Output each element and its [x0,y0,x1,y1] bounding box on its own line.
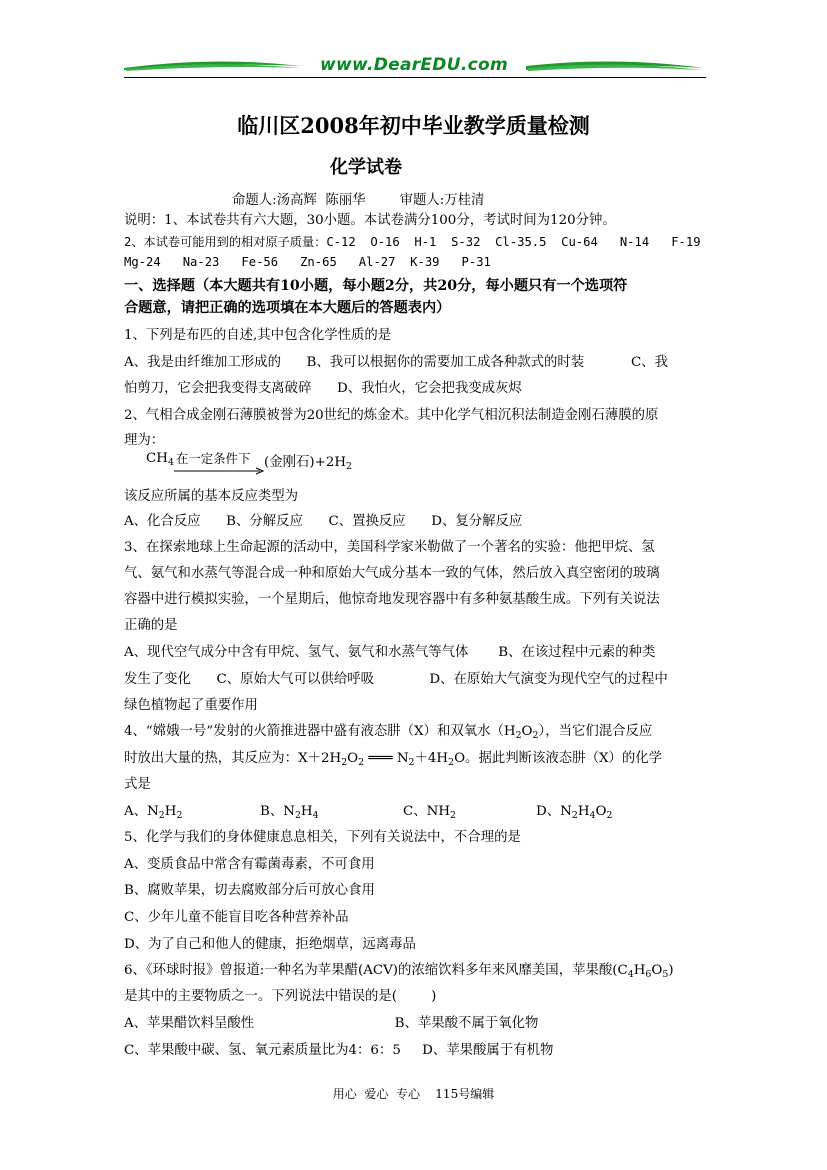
q3-options-3: 绿色植物起了重要作用 [124,698,258,713]
q2-question: 该反应所属的基本反应类型为 [124,489,299,504]
q3-line-2: 气、氨气和水蒸气等混合成一种和原始大气成分基本一致的气体，然后放入真空密闭的玻璃 [124,566,660,581]
q6-line-2: 是其中的主要物质之一。下列说法中错误的是( ) [124,989,437,1004]
note-2: 2、本试卷可能用到的相对原子质量：C-12 O-16 H-1 S-32 Cl-35.5 Cu-64 N-14 F-19 [124,235,701,249]
q3-options-2: 发生了变化 C、原始大气可以供给呼吸 D、在原始大气演变为现代空气的过程中 [124,672,668,687]
authors-line: 命题人:汤高辉 陈丽华 审题人:万桂清 [232,193,485,208]
q1-options-1: A、我是由纤维加工形成的 B、我可以根据你的需要加工成各种款式的时装 C、我 [124,355,669,370]
equation-reactant: $CH_4$ [146,451,174,468]
q4-option-b: B、$N_2H_4$ [260,804,319,821]
q2-stem-2: 理为： [124,433,165,448]
site-logo-text[interactable]: www.DearEDU.com [320,55,508,75]
exam-title: 临川区2008年初中毕业教学质量检测 [237,113,590,138]
q5-option-d: D、为了自己和他人的健康，拒绝烟草，远离毒品 [124,937,416,952]
q3-options-1: A、现代空气成分中含有甲烷、氢气、氨气和水蒸气等气体 B、在该过程中元素的种类 [124,645,656,660]
q5-stem: 5、化学与我们的身体健康息息相关，下列有关说法中，不合理的是 [124,830,521,845]
q1-stem: 1、下列是布匹的自述,其中包含化学性质的是 [124,328,392,343]
q6-options-1: A、苹果醋饮料呈酸性 B、苹果酸不属于氧化物 [124,1016,539,1031]
header-divider [124,77,706,78]
q2-stem-1: 2、气相合成金刚石薄膜被誉为20世纪的炼金术。其中化学气相沉积法制造金刚石薄膜的原 [124,408,659,423]
q5-option-b: B、腐败苹果，切去腐败部分后可放心食用 [124,883,375,898]
q6-options-2: C、苹果酸中碳、氢、氧元素质量比为4：6：5 D、苹果酸属于有机物 [124,1043,554,1058]
section-1-heading-cont: 合题意，请把正确的选项填在本大题后的答题表内） [124,300,451,316]
exam-subtitle: 化学试卷 [330,157,402,178]
q5-option-c: C、少年儿童不能盲目吃各种营养补品 [124,910,349,925]
q4-option-a: A、$N_2H_2$ [124,804,183,821]
q5-option-a: A、变质食品中常含有霉菌毒素，不可食用 [124,857,375,872]
section-1-heading: 一、选择题（本大题共有10小题，每小题2分，共20分，每小题只有一个选项符 [124,278,628,294]
q6-line-1: 6、《环球时报》曾报道:一种名为苹果醋(ACV)的浓缩饮料多年来风靡美国，苹果酸$(C_4H_6O_5)$ [124,963,674,980]
equation-product: (金刚石)$+2H_2$ [264,455,353,472]
q4-option-c: C、$NH_2$ [403,804,456,821]
q4-line-3: 式是 [124,777,151,792]
q3-line-1: 3、在探索地球上生命起源的活动中，美国科学家米勒做了一个著名的实验：他把甲烷、氢 [124,540,655,555]
q3-line-4: 正确的是 [124,618,178,633]
q1-options-2: 怕剪刀，它会把我变得支离破碎 D、我怕火，它会把我变成灰烬 [124,381,522,396]
q4-option-d: D、$N_2H_4O_2$ [536,804,613,821]
note-3: Mg-24 Na-23 Fe-56 Zn-65 Al-27 K-39 P-31 [124,255,491,269]
note-1: 说明：1、本试卷共有六大题，30小题。本试卷满分100分，考试时间为120分钟。 [124,213,616,228]
reaction-arrow-icon [174,467,264,475]
q4-line-2: 时放出大量的热，其反应为：$X+2H_2O_2$ ═══ $N_2+4H_2O$。据此判断该液态肼（X）的化学 [124,751,663,768]
q2-options: A、化合反应 B、分解反应 C、置换反应 D、复分解反应 [124,514,523,529]
page-footer: 用心 爱心 专心 115号编辑 [332,1087,495,1101]
q4-line-1: 4、“嫦娥一号”发射的火箭推进器中盛有液态肼（X）和双氧水$(H_2O_2)$，当它们混合反应 [124,724,653,741]
equation-condition: 在一定条件下 [176,451,251,466]
q3-line-3: 容器中进行模拟实验，一个星期后，他惊奇地发现容器中有多种氨基酸生成。下列有关说法 [124,592,660,607]
